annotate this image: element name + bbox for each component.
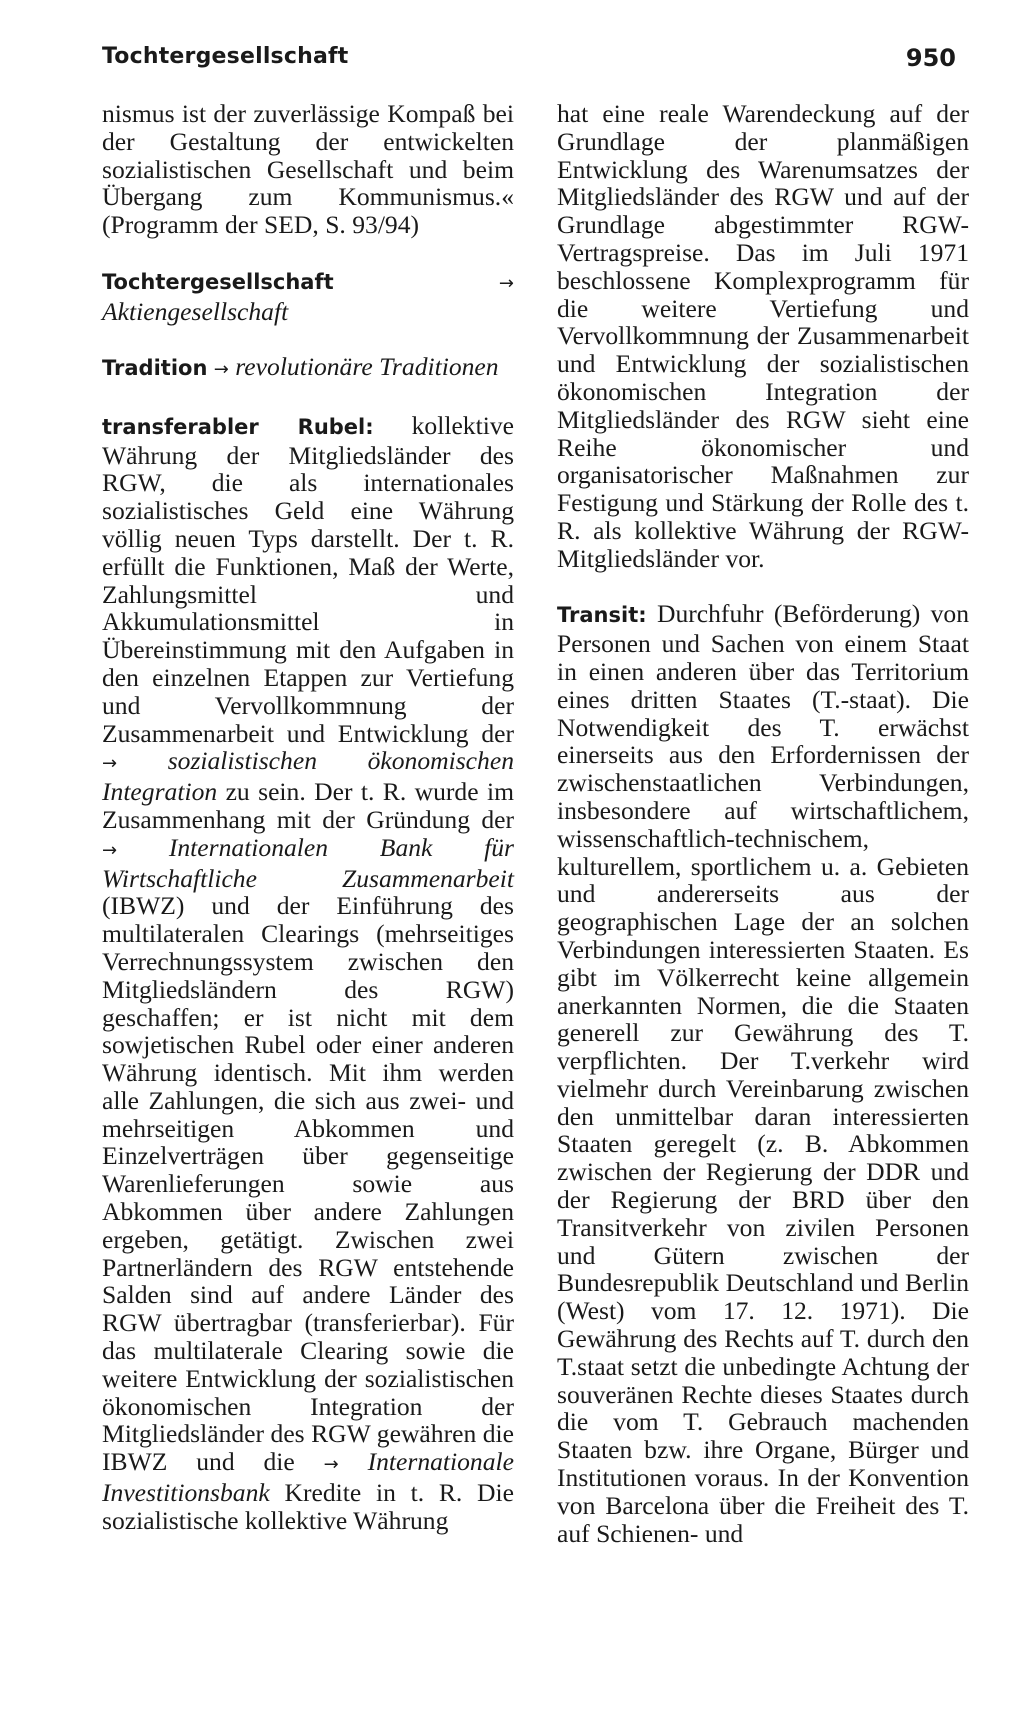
left-column xyxy=(102,100,514,1535)
cross-reference-arrow-icon: → xyxy=(213,359,229,381)
cross-reference-link[interactable]: Aktiengesellschaft xyxy=(102,296,289,326)
entry-keyword: transferabler Rubel: xyxy=(102,414,374,439)
cross-reference-link[interactable]: Internationale Investitionsbank xyxy=(102,1447,514,1508)
entry-keyword: Transit: xyxy=(557,603,647,628)
cross-reference-arrow-icon: → xyxy=(102,839,118,861)
entry-keyword: Tradition xyxy=(102,356,208,381)
entry-tradition xyxy=(102,353,514,384)
continuation-paragraph: nismus ist der zuverlässige Kompaß bei der Gestaltung der entwickelten sozialistischen Gesellschaft und beim Übergang zum Kommunismus.« (Programm der SED, S. 93/94) xyxy=(102,99,514,240)
entry-text: Durchfuhr (Beförderung) von Personen und Sachen von einem Staat in einen anderen über das Territorium eines dritten Staates (T.-staat). Die Notwendigkeit des T. erwächst einerseits aus den Erfordernissen der zwischenstaatlichen Verbindungen, insbesondere auf wirtschaftlichem, wissenschaftlich-technischem, kulturellem, sportlichem u. a. Gebieten und andererseits aus der geographischen Lage der an solchen Verbindungen interessierten Staaten. Es gibt im Völkerrecht keine allgemein anerkannten Normen, die die Staaten generell zur Gewährung des T. verpflichten. Der T.verkehr wird vielmehr durch Vereinbarung zwischen den unmittelbar daran interessierten Staaten geregelt (z. B. Abkommen zwischen der Regierung der DDR und der Regierung der BRD über den Transitverkehr von zivilen Personen und Gütern zwischen der Bundesrepublik Deutschland und Berlin (West) vom 17. 12. 1971). Die Gewährung des Rechts auf T. durch den T.staat setzt die unbedingte Achtung der souveränen Rechte dieses Staates durch die vom T. Gebrauch machenden Staaten bzw. ihre Organe, Bürger und Institutionen voraus. In der Konvention von Barcelona über die Freiheit des T. auf Schienen- und xyxy=(557,599,969,1548)
entry-text: Kredite in t. R. Die sozialistische kollektive Währung xyxy=(102,1478,514,1535)
entry-text: zu sein. Der t. R. wurde im Zusammenhang mit der Gründung der xyxy=(102,777,514,834)
page-number: 950 xyxy=(905,44,956,72)
running-head: Tochtergesellschaft xyxy=(102,44,349,69)
cross-reference-arrow-icon: → xyxy=(102,753,118,775)
rubel-continuation-paragraph: hat eine reale Warendeckung auf der Grundlage der planmäßigen Entwicklung des Warenumsatzes der Mitgliedsländer des RGW und auf der Grundlage abgestimmter RGW-Vertragspreise. Das im Juli 1971 beschlossene Komplexprogramm für die weitere Vertiefung und Vervollkommnung der Zusammenarbeit und Entwicklung der sozialistischen ökonomischen Integration der Mitgliedsländer des RGW sieht eine Reihe ökonomischer und organisatorischer Maßnahmen zur Festigung und Stärkung der Rolle des t. R. als kollektive Währung der RGW-Mitgliedsländer vor. xyxy=(557,99,969,573)
entry-transit xyxy=(557,600,969,1547)
cross-reference-arrow-icon: → xyxy=(323,1454,339,1476)
entry-tochtergesellschaft xyxy=(102,267,514,326)
entry-text: kollektive Währung der Mitgliedsländer des RGW, die als internationales sozialistisches Geld eine Währung völlig neuen Typs darstellt. Der t. R. erfüllt die Funktionen, Maß der Werte, Zahlungsmittel und Akkumulationsmittel in Übereinstimmung mit den Aufgaben in den einzelnen Etappen zur Vertiefung und Vervollkommnung der Zusammenarbeit und Entwicklung der xyxy=(102,410,514,748)
entry-transferabler-rubel xyxy=(102,412,514,1535)
entry-keyword: Tochtergesellschaft xyxy=(102,269,334,294)
cross-reference-link[interactable]: sozialistischen ökonomischen Integration xyxy=(102,746,514,807)
cross-reference-link[interactable]: revolutionäre Traditionen xyxy=(235,352,499,382)
cross-reference-arrow-icon: → xyxy=(498,272,514,294)
entry-text: (IBWZ) und der Einführung des multilateralen Clearings (mehrseitiges Verrechnungssystem zwischen den Mitgliedsländern des RGW) geschaffen; er ist nicht mit dem sowjetischen Rubel oder einer anderen Währung identisch. Mit ihm werden alle Zahlungen, die sich aus zwei- und mehrseitigen Abkommen und Einzelverträgen über gegenseitige Warenlieferungen sowie aus Abkommen über andere Zahlungen ergeben, getätigt. Zwischen zwei Partnerländern des RGW entstehende Salden sind auf andere Länder des RGW übertragbar (transferierbar). Für das multilaterale Clearing sowie die weitere Entwicklung der sozialistischen ökonomischen Integration der Mitgliedsländer des RGW gewähren die IBWZ und die xyxy=(102,891,514,1477)
right-column xyxy=(557,100,969,1547)
cross-reference-link[interactable]: Internationalen Bank für Wirtschaftliche Zusammenarbeit xyxy=(102,832,514,893)
